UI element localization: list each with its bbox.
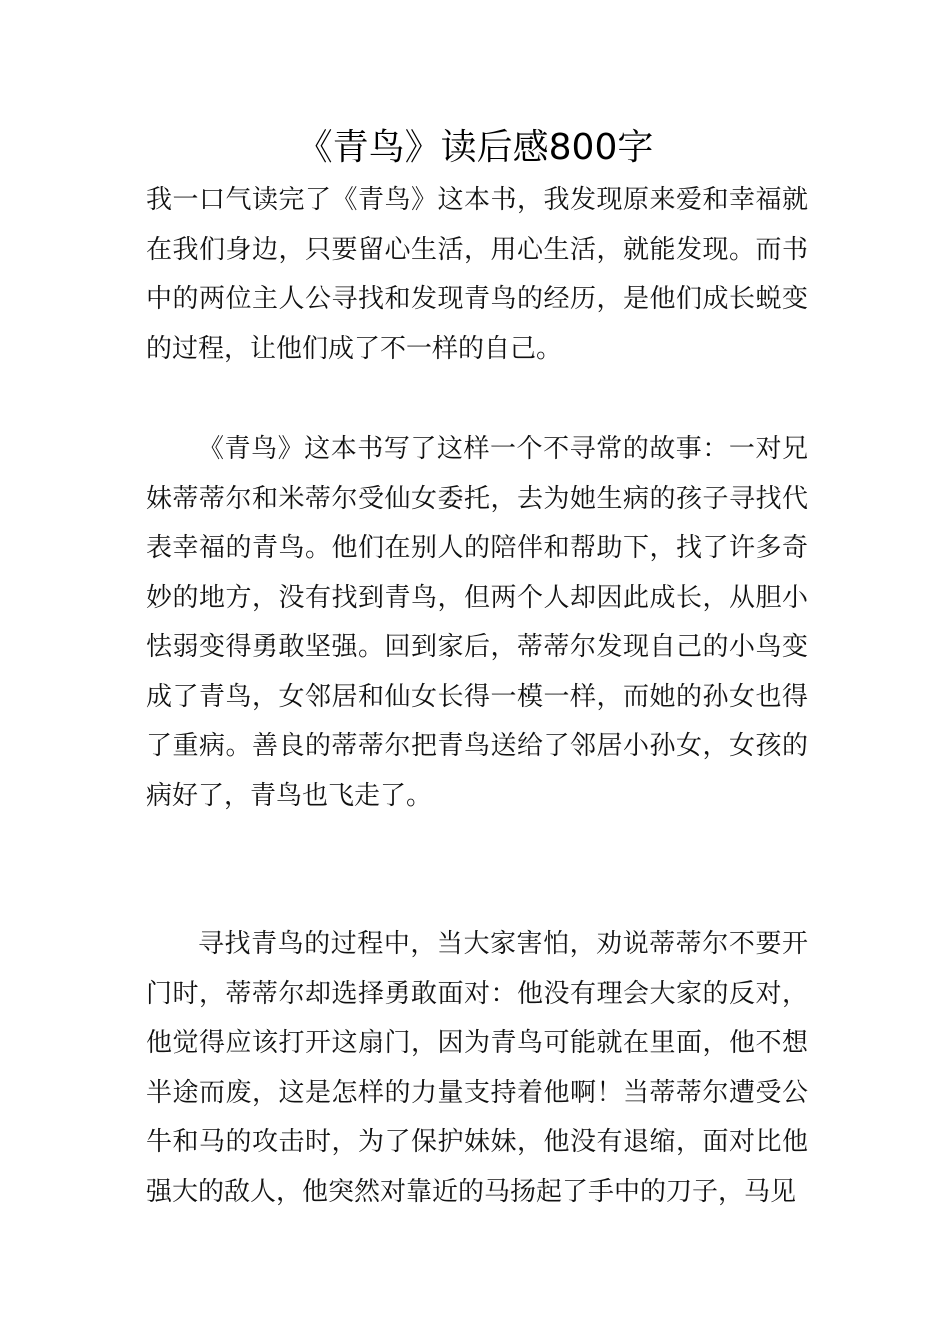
paragraph-2: 《青鸟》这本书写了这样一个不寻常的故事：一对兄妹蒂蒂尔和米蒂尔受仙女委托，去为她生病的孩子寻找代表幸福的青鸟。他们在别人的陪伴和帮助下，找了许多奇妙的地方，没有找到青鸟，但两个人却因此成长，从胆小怯弱变得勇敢坚强。回到家后，蒂蒂尔发现自己的小鸟变成了青鸟，女邻居和仙女长得一模一样，而她的孙女也得了重病。善良的蒂蒂尔把青鸟送给了邻居小孙女，女孩的病好了，青鸟也飞走了。 bbox=[146, 434, 808, 811]
paragraph-3: 寻找青鸟的过程中，当大家害怕，劝说蒂蒂尔不要开门时，蒂蒂尔却选择勇敢面对：他没有理会大家的反对，他觉得应该打开这扇门，因为青鸟可能就在里面，他不想半途而废，这是怎样的力量支持着他啊！当蒂蒂尔遭受公牛和马的攻击时，为了保护妹妹，他没有退缩，面对比他强大的敌人，他突然对靠近的马扬起了手中的刀子，马见 bbox=[146, 929, 808, 1207]
document-title: 《青鸟》读后感800字 bbox=[296, 127, 654, 168]
paragraph-1: 我一口气读完了《青鸟》这本书，我发现原来爱和幸福就在我们身边，只要留心生活，用心生活，就能发现。而书中的两位主人公寻找和发现青鸟的经历，是他们成长蜕变的过程，让他们成了不一样的自己。 bbox=[146, 185, 808, 364]
